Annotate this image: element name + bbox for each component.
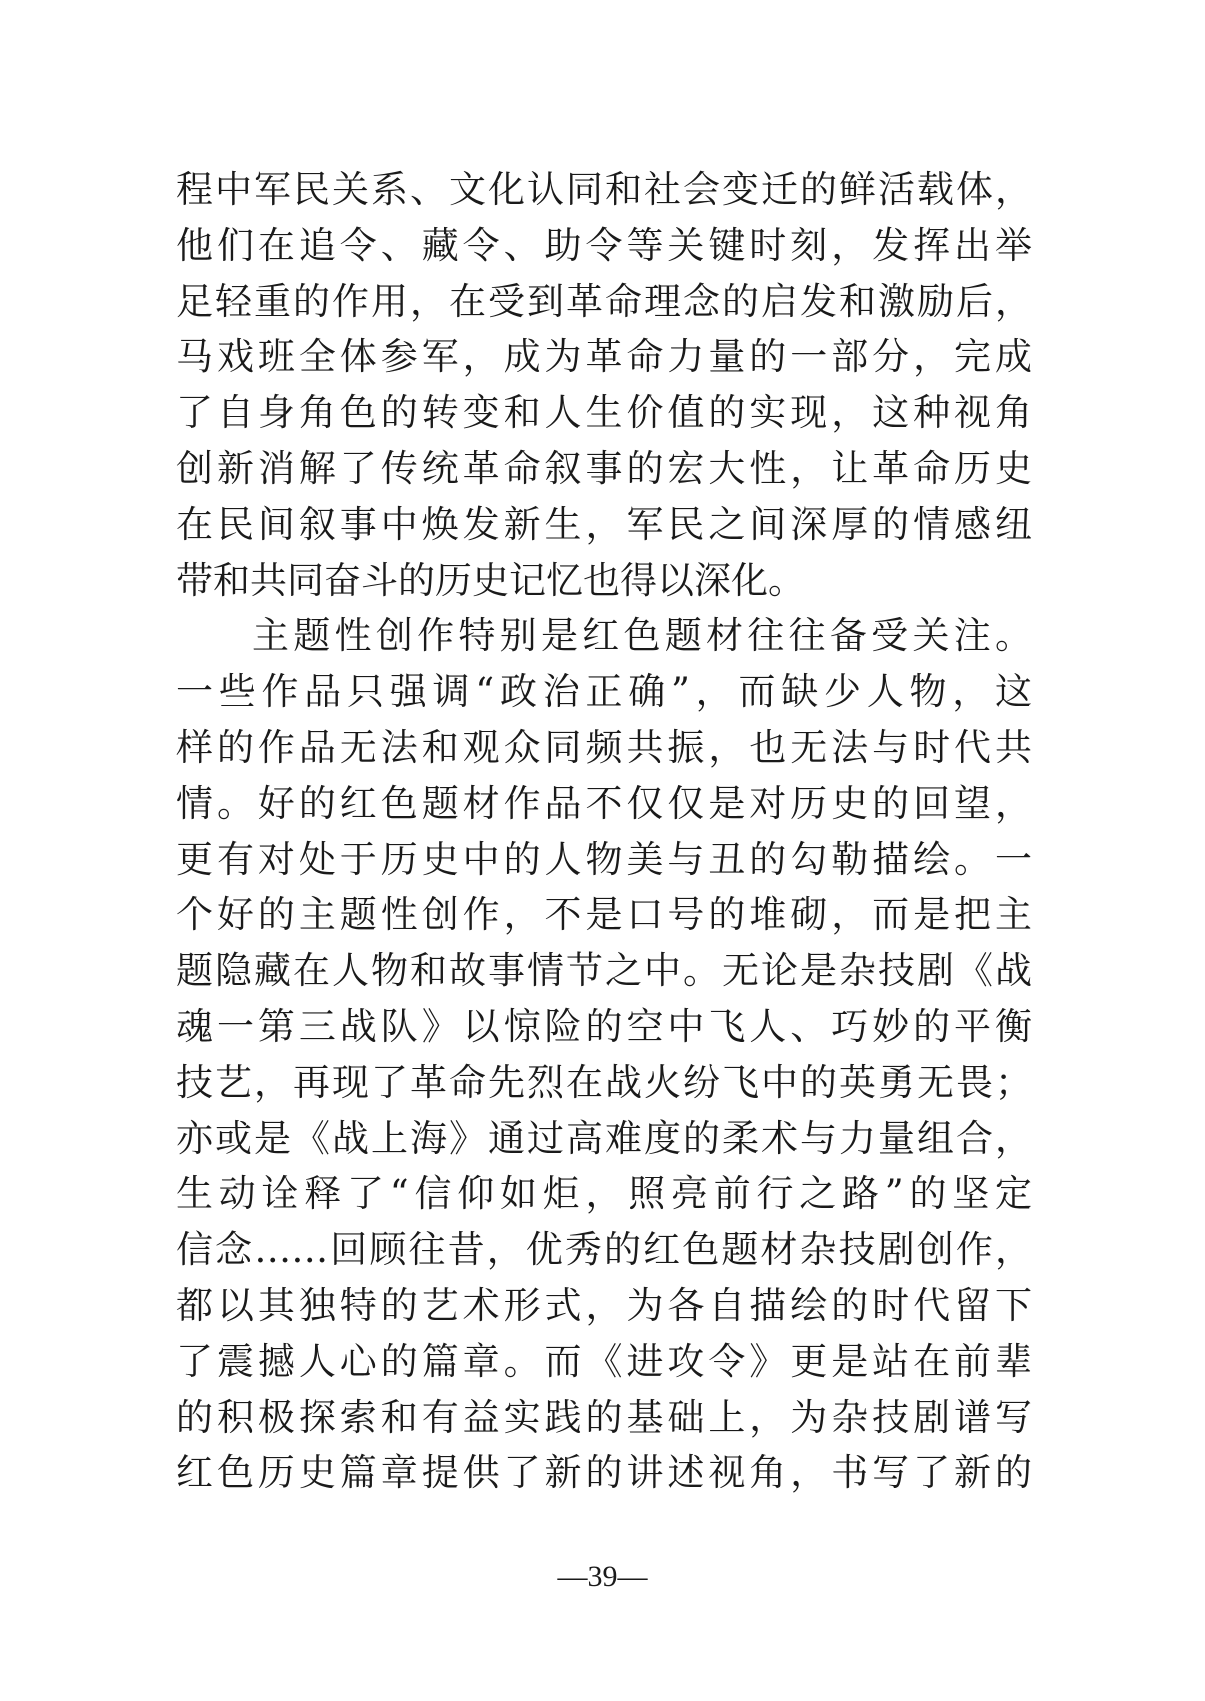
text-line: 了震撼人心的篇章。而《进攻令》更是站在前辈 bbox=[176, 1339, 1032, 1383]
text-line: 样的作品无法和观众同频共振，也无法与时代共 bbox=[176, 725, 1032, 769]
text-line: 的积极探索和有益实践的基础上，为杂技剧谱写 bbox=[176, 1395, 1032, 1439]
text-line: 都以其独特的艺术形式，为各自描绘的时代留下 bbox=[176, 1283, 1032, 1327]
text-line: 带和共同奋斗的历史记忆也得以深化。 bbox=[176, 558, 805, 602]
text-line: 技艺，再现了革命先烈在战火纷飞中的英勇无畏； bbox=[176, 1060, 1032, 1104]
text-line: 足轻重的作用，在受到革命理念的启发和激励后， bbox=[176, 279, 1032, 323]
paragraph-1 bbox=[176, 162, 1032, 608]
text-line: 更有对处于历史中的人物美与丑的勾勒描绘。一 bbox=[176, 837, 1032, 881]
text-line: 创新消解了传统革命叙事的宏大性，让革命历史 bbox=[176, 446, 1032, 490]
text-line: 信念……回顾往昔，优秀的红色题材杂技剧创作， bbox=[176, 1228, 1032, 1272]
text-line: 程中军民关系、文化认同和社会变迁的鲜活载体， bbox=[176, 168, 1032, 211]
text-line: 主题性创作特别是红色题材往往备受关注。 bbox=[252, 614, 1032, 658]
text-line: 在民间叙事中焕发新生，军民之间深厚的情感纽 bbox=[176, 502, 1032, 546]
text-line: 亦或是《战上海》通过高难度的柔术与力量组合， bbox=[176, 1116, 1032, 1160]
body-text bbox=[176, 162, 1032, 1501]
text-line: 题隐藏在人物和故事情节之中。无论是杂技剧《战 bbox=[176, 949, 1032, 993]
text-line: 情。好的红色题材作品不仅仅是对历史的回望， bbox=[176, 781, 1032, 825]
text-line: 马戏班全体参军，成为革命力量的一部分，完成 bbox=[176, 335, 1032, 379]
text-line: 红色历史篇章提供了新的讲述视角，书写了新的 bbox=[176, 1451, 1032, 1495]
text-line: 了自身角色的转变和人生价值的实现，这种视角 bbox=[176, 391, 1032, 435]
text-line: 他们在追令、藏令、助令等关键时刻，发挥出举 bbox=[176, 223, 1032, 267]
text-line: 魂一第三战队》以惊险的空中飞人、巧妙的平衡 bbox=[176, 1004, 1032, 1048]
text-line: 个好的主题性创作，不是口号的堆砌，而是把主 bbox=[176, 893, 1032, 937]
text-line: 一些作品只强调“政治正确”，而缺少人物，这 bbox=[176, 670, 1032, 714]
page-number: —39— bbox=[557, 1560, 648, 1593]
text-line: 生动诠释了“信仰如炬，照亮前行之路”的坚定 bbox=[176, 1172, 1032, 1216]
paragraph-2 bbox=[176, 608, 1032, 1501]
